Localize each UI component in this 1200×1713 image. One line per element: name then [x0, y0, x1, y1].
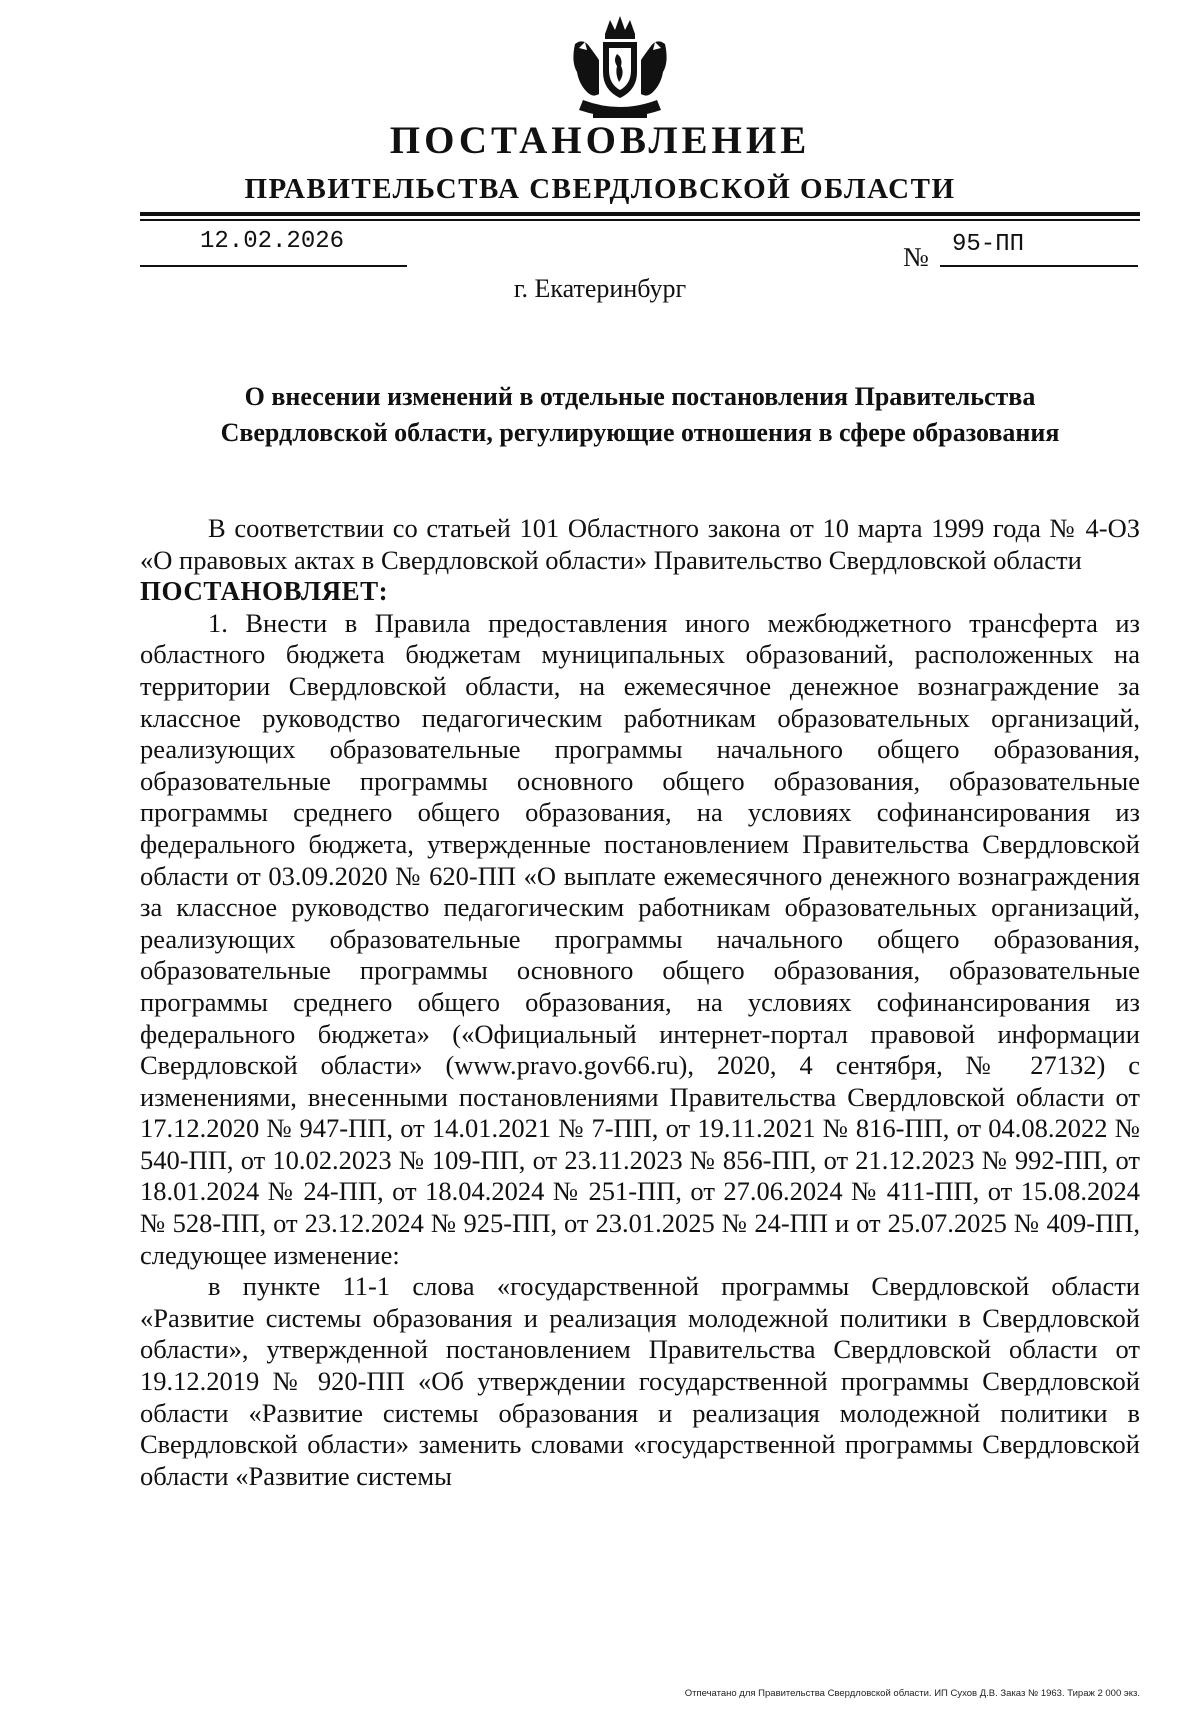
number-underline — [940, 265, 1138, 267]
document-number: 95-ПП — [952, 231, 1025, 258]
document-issuer: ПРАВИТЕЛЬСТВА СВЕРДЛОВСКОЙ ОБЛАСТИ — [244, 173, 956, 205]
header-divider-thin — [140, 219, 1140, 221]
coat-of-arms-icon — [565, 14, 675, 126]
document-title: ПОСТАНОВЛЕНИЕ — [389, 119, 811, 162]
heading-line-2: Свердловской области, регулирующие отношения в сфере образования — [220, 418, 1060, 447]
document-city: г. Екатеринбург — [513, 274, 687, 303]
number-sign: № — [903, 242, 929, 272]
intro-paragraph: В соответствии со статьей 101 Областного закона от 10 марта 1999 года № 4-ОЗ «О правовых актах в Свердловской области» Правительство Свердловской области — [140, 513, 1140, 575]
heading-line-1: О внесении изменений в отдельные постановления Правительства — [244, 382, 1036, 411]
header-divider-thick — [140, 212, 1140, 216]
decree-word: ПОСТАНОВЛЯЕТ: — [140, 576, 389, 607]
item-1-detail-paragraph: в пункте 11-1 слова «государственной программы Свердловской области «Развитие системы образования и реализация молодежной политики в Свердловской области», утвержденной постановлением Правительства Свердловской области от 19.12.2019 № 920-ПП «Об утверждении государственной программы Свердловской области «Развитие системы образования и реализация молодежной политики в Свердловской области» заменить словами «государственной программы Свердловской области «Развитие системы — [140, 1271, 1140, 1491]
printer-note: Отпечатано для Правительства Свердловской области. ИП Сухов Д.В. Заказ № 1963. Тираж 2 000 экз. — [684, 1688, 1140, 1699]
document-body — [140, 513, 1140, 1492]
item-1-paragraph: 1. Внести в Правила предоставления иного межбюджетного трансферта из областного бюджета бюджетам муниципальных образований, расположенных на территории Свердловской области, на ежемесячное денежное вознаграждение за классное руководство педагогическим работникам образовательных организаций, реализующих образовательные программы начального общего образования, образовательные программы основного общего образования, образовательные программы среднего общего образования, на условиях софинансирования из федерального бюджета, утвержденные постановлением Правительства Свердловской области от 03.09.2020 № 620-ПП «О выплате ежемесячного денежного вознаграждения за классное руководство педагогическим работникам образовательных организаций, реализующих образовательные программы начального общего образования, образовательные программы основного общего образования, образовательные программы среднего общего образования, на условиях софинансирования из федерального бюджета» («Официальный интернет-портал правовой информации Свердловской области» (www.pravo.gov66.ru), 2020, 4 сентября, № 27132) с изменениями, внесенными постановлениями Правительства Свердловской области от 17.12.2020 № 947-ПП, от 14.01.2021 № 7-ПП, от 19.11.2021 № 816-ПП, от 04.08.2022 № 540-ПП, от 10.02.2023 № 109-ПП, от 23.11.2023 № 856-ПП, от 21.12.2023 № 992-ПП, от 18.01.2024 № 24-ПП, от 18.04.2024 № 251-ПП, от 27.06.2024 № 411-ПП, от 15.08.2024 № 528-ПП, от 23.12.2024 № 925-ПП, от 23.01.2025 № 24-ПП и от 25.07.2025 № 409-ПП, следующее изменение: — [140, 607, 1140, 1270]
document-date: 12.02.2026 — [200, 228, 345, 255]
document-heading — [140, 379, 1140, 451]
date-underline — [140, 265, 407, 267]
